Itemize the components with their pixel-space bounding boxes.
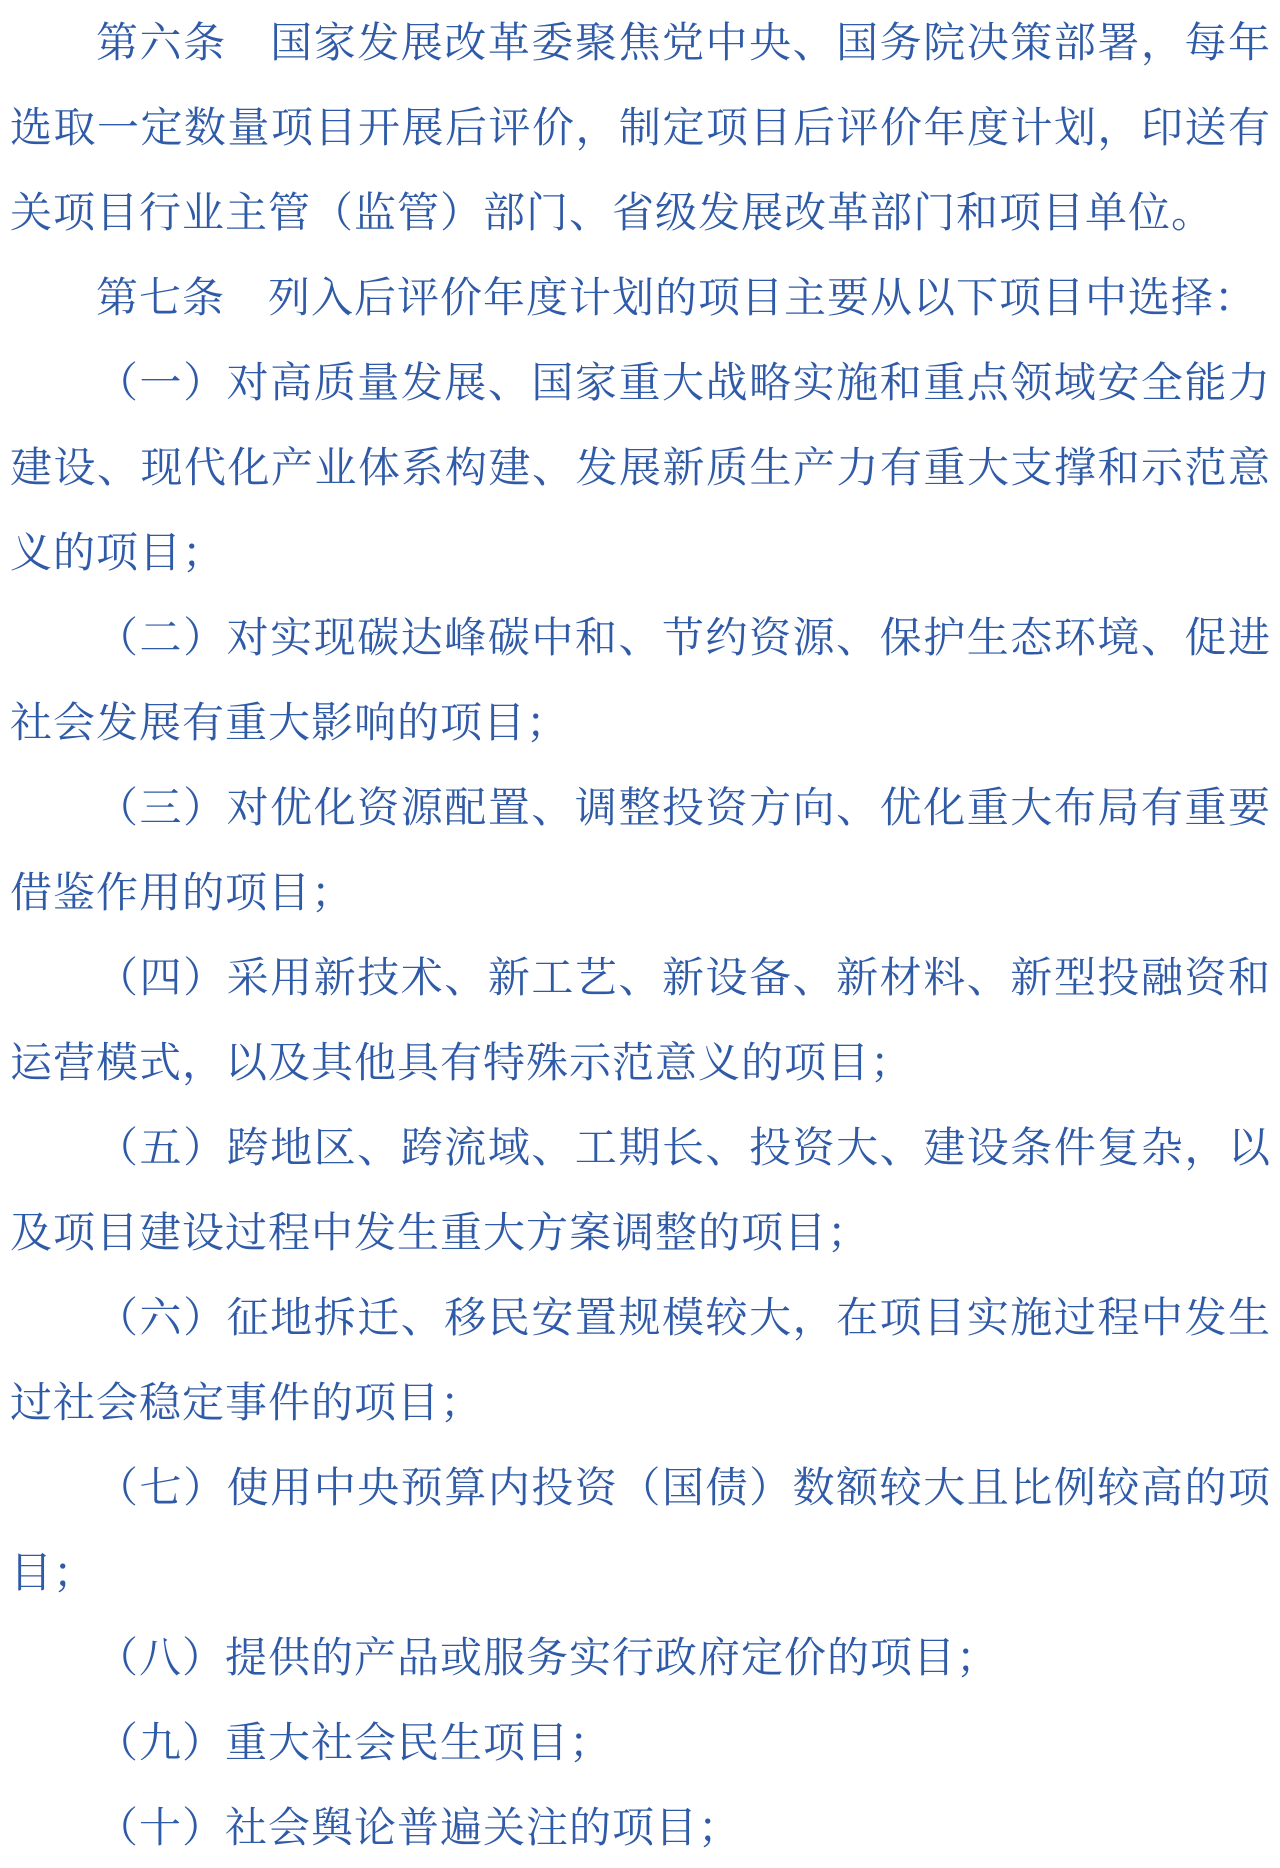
text-line: 义的项目；: [10, 528, 226, 577]
text-line: 目；: [10, 1548, 97, 1597]
text-line: 建设、现代化产业体系构建、发展新质生产力有重大支撑和示范意: [10, 443, 1270, 492]
text-line: （六）征地拆迁、移民安置规模较大，在项目实施过程中发生: [96, 1293, 1270, 1342]
text-line: 借鉴作用的项目；: [10, 868, 355, 917]
text-line: 选取一定数量项目开展后评价，制定项目后评价年度计划，印送有: [10, 103, 1270, 152]
text-line: 第七条 列入后评价年度计划的项目主要从以下项目中选择：: [96, 273, 1258, 322]
text-line: 第六条 国家发展改革委聚焦党中央、国务院决策部署，每年: [96, 18, 1270, 67]
text-line: 过社会稳定事件的项目；: [10, 1378, 484, 1427]
text-line: （八）提供的产品或服务实行政府定价的项目；: [96, 1633, 1000, 1682]
text-line: （五）跨地区、跨流域、工期长、投资大、建设条件复杂，以: [96, 1123, 1270, 1172]
text-line: （二）对实现碳达峰碳中和、节约资源、保护生态环境、促进: [96, 613, 1270, 662]
text-line: （九）重大社会民生项目；: [96, 1718, 613, 1767]
text-line: 关项目行业主管（监管）部门、省级发展改革部门和项目单位。: [10, 188, 1215, 237]
text-line: （十）社会舆论普遍关注的项目；: [96, 1803, 742, 1852]
text-line: 运营模式，以及其他具有特殊示范意义的项目；: [10, 1038, 914, 1087]
text-line: （七）使用中央预算内投资（国债）数额较大且比例较高的项: [96, 1463, 1270, 1512]
text-line: 社会发展有重大影响的项目；: [10, 698, 570, 747]
text-line: （四）采用新技术、新工艺、新设备、新材料、新型投融资和: [96, 953, 1270, 1002]
text-line: 及项目建设过程中发生重大方案调整的项目；: [10, 1208, 871, 1257]
document-text-block: [10, 0, 1270, 1868]
text-line: （三）对优化资源配置、调整投资方向、优化重大布局有重要: [96, 783, 1270, 832]
text-line: （一）对高质量发展、国家重大战略实施和重点领域安全能力: [96, 358, 1270, 407]
